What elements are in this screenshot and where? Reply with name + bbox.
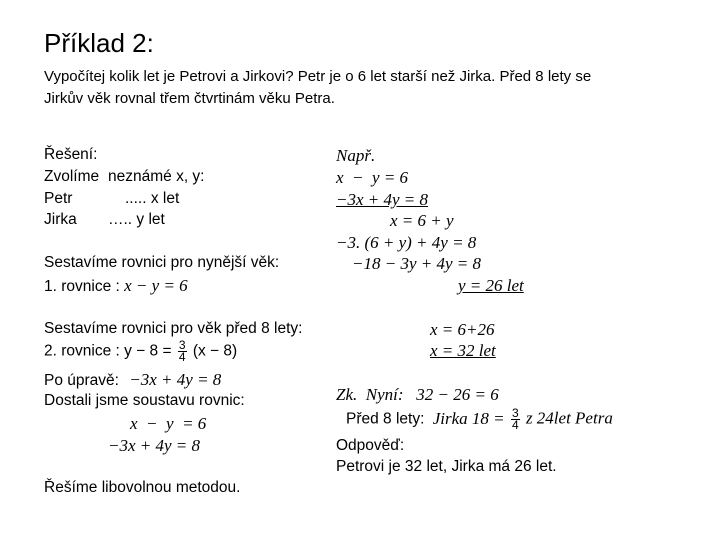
step-2: −3x + 4y = 8 bbox=[336, 190, 429, 209]
system-heading: Dostali jsme soustavu rovnic: bbox=[44, 392, 245, 409]
check-past bbox=[346, 408, 613, 431]
fraction-numerator: 3 bbox=[511, 406, 519, 420]
answer-petr-age: 32 bbox=[404, 458, 423, 475]
equation-2-label: 2. rovnice : y − 8 = bbox=[44, 342, 172, 360]
choose-unknowns-text: neznámé x, y: bbox=[108, 168, 205, 185]
system-equation-1: x − y = 6 bbox=[130, 414, 207, 433]
problem-line-1: Vypočítej kolik let je Petrovi a Jirkovi? Petr je o 6 let starší než Jirka. Před 8 lety se bbox=[44, 68, 592, 85]
fraction-numerator: 3 bbox=[178, 338, 186, 352]
page-title: Příklad 2: bbox=[44, 28, 154, 58]
jirka-label: Jirka bbox=[44, 211, 77, 228]
answer-part: Petrovi je bbox=[336, 458, 405, 475]
equation-2-rest: (x − 8) bbox=[192, 342, 238, 360]
check-past-math-1: Jirka 18 = bbox=[432, 408, 505, 428]
choose-unknowns-label: Zvolíme bbox=[44, 168, 100, 185]
answer-part: let, Jirka má bbox=[422, 458, 515, 475]
step-8-result-x: x = 32 let bbox=[430, 341, 496, 360]
step-3: x = 6 + y bbox=[390, 211, 454, 230]
step-4: −3. (6 + y) + 4y = 8 bbox=[336, 233, 477, 252]
check-past-fraction bbox=[511, 408, 520, 431]
step-1: x − y = 6 bbox=[336, 168, 409, 187]
equation-past-heading: Sestavíme rovnici pro věk před 8 lety: bbox=[44, 320, 303, 337]
equation-1-math: x − y = 6 bbox=[124, 276, 188, 295]
check-past-label: Před 8 lety: bbox=[346, 410, 425, 428]
equation-1-label: 1. rovnice : bbox=[44, 278, 120, 295]
check-past-math-2: z 24let Petra bbox=[525, 408, 613, 428]
equation-2-fraction bbox=[178, 340, 187, 363]
answer-jirka-age: 26 bbox=[514, 458, 532, 475]
fraction-denominator: 4 bbox=[511, 418, 519, 432]
simplified-label: Po úpravě: bbox=[44, 372, 119, 389]
petr-text: ..... x let bbox=[125, 190, 180, 207]
step-6-result-y: y = 26 let bbox=[458, 276, 524, 295]
equation-now-heading: Sestavíme rovnici pro nynější věk: bbox=[44, 254, 280, 271]
check-now: Zk. Nyní: 32 − 26 = 6 bbox=[336, 385, 499, 404]
answer-part: let. bbox=[531, 458, 557, 475]
jirka-text: ….. y let bbox=[108, 211, 165, 228]
step-5: −18 − 3y + 4y = 8 bbox=[352, 254, 481, 273]
solution-heading: Řešení: bbox=[44, 146, 98, 163]
equation-1 bbox=[44, 276, 188, 296]
simplified-equation bbox=[44, 370, 221, 390]
answer-text bbox=[336, 458, 557, 476]
problem-statement bbox=[44, 66, 684, 110]
problem-line-2: Jirkův věk rovnal třem čtvrtinám věku Petra. bbox=[44, 90, 335, 107]
example-label: Např. bbox=[336, 146, 376, 165]
answer-heading: Odpověď: bbox=[336, 437, 405, 454]
system-equation-2: −3x + 4y = 8 bbox=[108, 436, 201, 455]
simplified-math: −3x + 4y = 8 bbox=[129, 370, 222, 389]
fraction-denominator: 4 bbox=[178, 350, 186, 364]
step-7: x = 6+26 bbox=[430, 320, 495, 339]
petr-label: Petr bbox=[44, 190, 73, 207]
equation-2 bbox=[44, 340, 237, 363]
solve-any-method: Řešíme libovolnou metodou. bbox=[44, 479, 241, 496]
